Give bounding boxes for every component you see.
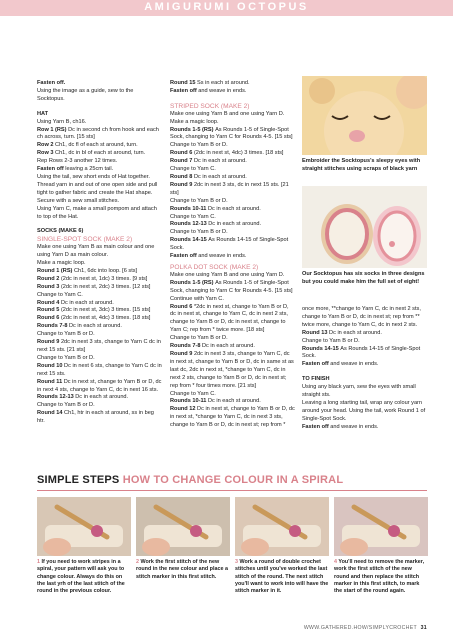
pattern-line	[170, 158, 295, 166]
pattern-line	[170, 280, 295, 304]
instruction-text: Dc in each st around.	[69, 323, 122, 330]
pattern-line	[302, 306, 427, 330]
instruction-text: once more, **change to Yarn C, dc in next 2 sts, change to Yarn B or D, dc in next st; rep from ** twice more, change to Yarn C, dc in next 2 sts.	[302, 306, 421, 328]
pattern-line	[170, 272, 295, 280]
pattern-line	[37, 410, 162, 426]
round-label: Fasten off	[302, 423, 331, 430]
pattern-line	[37, 284, 162, 292]
round-label: Fasten off	[37, 166, 66, 173]
pattern-line	[170, 182, 295, 198]
step-card	[136, 497, 230, 581]
instruction-text: *2dc in next st, change to Yarn B or D, dc in next st, change to Yarn C, dc in next 2 sts, change to Yarn B or D, dc in next st, change to Yarn C; rep from * twice more. [18 sts]	[170, 303, 289, 334]
pattern-line	[37, 206, 162, 222]
round-label: Fasten off	[170, 87, 199, 94]
header-bar	[0, 0, 453, 16]
round-label: Round 12	[170, 406, 198, 413]
step-card	[334, 497, 428, 595]
page-footer	[304, 625, 427, 631]
pattern-line	[37, 394, 162, 402]
instruction-text: As Rounds 1-5 of Single-Spot Sock, changing to Yarn C for Rounds 4-5. [15 sts]	[170, 126, 293, 141]
pattern-line	[37, 119, 162, 127]
instruction-text: Make a magic loop.	[170, 118, 219, 125]
instruction-text: STRIPED SOCK (MAKE 2)	[170, 102, 250, 110]
instruction-text: (2dc in next st, 4dc) 3 times. [18 sts]	[60, 315, 151, 322]
page-number: 31	[420, 625, 427, 631]
instruction-text: Change to Yarn B or D.	[170, 197, 228, 204]
step-number: 1	[37, 559, 40, 565]
pattern-line	[170, 80, 295, 88]
instruction-text: Ch1, dc fl of each st around, turn.	[55, 142, 138, 149]
step-description: If you need to work stripes in a spiral, your pattern will ask you to change colour. Always do this on the last yrh of the last stitch of the round in the previous colour.	[37, 559, 125, 595]
round-label: Rounds 10-11	[170, 398, 208, 405]
instruction-text: Change to Yarn C.	[170, 213, 216, 220]
column-1	[37, 80, 162, 426]
instruction-text: Leaving a long starting tail, wrap any colour yarn around your head. Using the tail, work Round 1 of Single-Spot Sock.	[302, 399, 426, 422]
instruction-text: Change to Yarn B or D.	[37, 402, 95, 409]
round-label: Round 14	[37, 410, 65, 417]
pattern-line	[37, 315, 162, 323]
instruction-text: As Rounds 1-5 of Single-Spot Sock, changing to Yarn C for Rounds 4-5. [15 sts] Continue with Yarn C.	[170, 279, 293, 302]
pattern-line	[37, 331, 162, 339]
heading	[37, 80, 162, 88]
round-label: Round 9	[170, 350, 194, 357]
pattern-line	[170, 335, 295, 343]
instruction-text: Dc in each st around.	[207, 205, 261, 212]
instruction-text: Make one using Yarn B and one using Yarn D.	[170, 110, 285, 117]
column-3	[302, 306, 427, 432]
sub-heading	[170, 264, 295, 272]
instruction-text: Dc in each st around.	[193, 173, 247, 180]
heading	[37, 111, 162, 119]
pattern-line	[302, 330, 427, 338]
pattern-line	[170, 214, 295, 222]
instruction-text: Make one using Yarn B as main colour and one using Yarn D as main colour.	[37, 244, 155, 259]
step-text	[235, 559, 329, 595]
pattern-line	[37, 307, 162, 315]
pattern-line	[37, 260, 162, 268]
instruction-text: SINGLE-SPOT SOCK (MAKE 2)	[37, 236, 133, 244]
round-label: Rounds 12-13	[170, 221, 209, 228]
round-label: Round 9	[170, 181, 194, 188]
heading	[302, 376, 427, 384]
heading	[37, 228, 162, 236]
pattern-line	[302, 346, 427, 362]
pattern-line	[37, 142, 162, 150]
instruction-text: Make a magic loop.	[37, 260, 86, 267]
round-label: Row 1 (RS)	[37, 126, 69, 133]
instruction-text: Change to Yarn C.	[170, 390, 216, 397]
round-label: Round 15	[170, 80, 198, 86]
pattern-line	[37, 276, 162, 284]
pattern-line	[170, 253, 295, 261]
column-2	[170, 80, 295, 261]
steps-subtitle: HOW TO CHANGE COLOUR IN A SPIRAL	[122, 474, 344, 486]
pattern-line	[37, 244, 162, 260]
step-photo	[235, 497, 329, 556]
pattern-line	[302, 384, 427, 400]
instruction-text: Dc in each st around.	[193, 158, 247, 165]
step-number: 3	[235, 559, 238, 565]
spacer	[37, 221, 162, 228]
pattern-line	[170, 221, 295, 229]
round-label: Rounds 1-5 (RS)	[170, 126, 216, 133]
step-card	[37, 497, 131, 595]
instruction-text: Change to Yarn C.	[170, 166, 216, 173]
pattern-line	[37, 323, 162, 331]
round-label: Round 3	[37, 283, 61, 290]
page-title: AMIGURUMI OCTOPUS	[144, 1, 309, 13]
instruction-text: POLKA DOT SOCK (MAKE 2)	[170, 264, 259, 271]
round-label: Round 6	[170, 303, 194, 310]
pattern-line	[170, 343, 295, 351]
step-photo	[334, 497, 428, 556]
round-label: Round 6	[170, 150, 194, 157]
pattern-line	[302, 400, 427, 424]
pattern-line	[37, 402, 162, 410]
instruction-text: Dc in next st, change to Yarn B or D, dc in next 4 sts, change to Yarn C, dc in next 16 sts.	[37, 378, 162, 393]
pattern-line	[37, 363, 162, 379]
pattern-line	[37, 127, 162, 143]
pattern-line	[37, 150, 162, 158]
pattern-line	[302, 361, 427, 369]
instruction-text: Change to Yarn B or D.	[37, 354, 95, 361]
step-text	[136, 559, 230, 581]
pattern-line	[170, 127, 295, 143]
round-label: Round 7	[170, 158, 194, 165]
instruction-text: and weave in ends.	[330, 361, 379, 368]
instruction-text: Dc in each st around.	[75, 394, 129, 401]
pattern-line	[170, 111, 295, 119]
pattern-line	[170, 398, 295, 406]
instruction-text: (2dc in next st, 3dc) 3 times. [15 sts]	[60, 307, 151, 314]
round-label: Round 4	[37, 299, 61, 306]
spacer	[170, 96, 295, 103]
pattern-line	[37, 88, 162, 104]
instruction-text: Change to Yarn B or D.	[302, 337, 360, 344]
pattern-line	[170, 150, 295, 158]
instruction-text: HAT	[37, 110, 49, 117]
round-label: Round 11	[37, 378, 64, 385]
pattern-line	[37, 292, 162, 300]
round-label: Rounds 1-5 (RS)	[170, 279, 216, 286]
instruction-text: Ch1, 6dc into loop. [6 sts]	[73, 267, 138, 274]
caption-eyes: Embroider the Socktopus's sleepy eyes with straight stitches using scraps of black yarn	[302, 158, 421, 172]
spacer	[37, 104, 162, 111]
pattern-line	[170, 304, 295, 336]
pattern-line	[170, 166, 295, 174]
pattern-line	[170, 391, 295, 399]
round-label: Round 8	[170, 173, 194, 180]
instruction-text: Dc in next st, change to Yarn B or D, dc in next st, *change to Yarn C, dc in next 3 sts, change to Yarn B or D, dc in next st; rep from *	[170, 406, 295, 429]
step-text	[334, 559, 428, 595]
instruction-text: Change to Yarn C.	[37, 291, 83, 298]
instruction-text: Using the image as a guide, sew to the Socktopus.	[37, 87, 134, 102]
instruction-text: Ch1, htr in each st around, ss in beg htr.	[37, 410, 154, 425]
round-label: Row 3	[37, 150, 56, 157]
round-label: Round 13	[302, 329, 330, 336]
pattern-line	[37, 158, 162, 166]
instruction-text: Using any black yarn, sew the eyes with small straight sts.	[302, 384, 416, 399]
instruction-text: Fasten off.	[37, 80, 66, 86]
round-label: Fasten off	[170, 253, 199, 260]
instruction-text: (2dc in next st, 4dc) 3 times. [18 sts]	[193, 150, 284, 157]
pattern-line	[170, 119, 295, 127]
step-card	[235, 497, 329, 595]
instruction-text: Ss in each st around.	[197, 80, 250, 86]
steps-heading	[37, 474, 427, 486]
round-label: Rounds 12-13	[37, 394, 76, 401]
pattern-line	[170, 142, 295, 150]
pattern-line	[170, 406, 295, 430]
instruction-text: TO FINISH	[302, 376, 330, 383]
instruction-text: leaving a 25cm tail.	[65, 166, 114, 173]
octopus-eyes-photo	[302, 76, 427, 155]
sub-heading	[37, 236, 162, 244]
instruction-text: As Rounds 14-15 of Single-Spot Sock.	[170, 237, 289, 252]
step-number: 4	[334, 559, 337, 565]
step-photo	[136, 497, 230, 556]
pattern-line	[170, 206, 295, 214]
pattern-line	[170, 198, 295, 206]
pattern-line	[37, 339, 162, 355]
round-label: Round 9	[37, 339, 61, 346]
round-label: Round 6	[37, 315, 61, 322]
step-description: You'll need to remove the marker, work the first stitch of the new round and then replace the stitch marker in this first stitch, to mark the start of the round again.	[334, 559, 425, 595]
instruction-text: As Rounds 14-15 of Single-Spot Sock.	[302, 345, 421, 360]
instruction-text: SOCKS (MAKE 6)	[37, 228, 84, 235]
instruction-text: and weave in ends.	[198, 253, 247, 260]
pattern-line	[37, 166, 162, 174]
pattern-line	[302, 338, 427, 346]
instruction-text: Make one using Yarn B and one using Yarn D.	[170, 271, 285, 278]
footer-url: WWW.GATHERED.HOW/SIMPLYCROCHET	[303, 625, 417, 631]
instruction-text: Dc in each st around.	[207, 398, 261, 405]
sub-heading	[170, 103, 295, 111]
instruction-text: Ch1, dc in bl of each st around, turn.	[55, 150, 146, 157]
instruction-text: 2dc in next 3 sts, dc in next 15 sts. [21 sts]	[170, 181, 289, 196]
step-description: Work the first stitch of the new round in the new colour and place a stitch marker in this first stitch.	[136, 559, 228, 580]
round-label: Row 2	[37, 142, 56, 149]
round-label: Fasten off	[302, 361, 331, 368]
pattern-line	[37, 355, 162, 363]
pattern-line	[37, 379, 162, 395]
instruction-text: (2dc in next st, 2dc) 3 times. [12 sts]	[60, 283, 151, 290]
round-label: Rounds 14-15	[170, 237, 209, 244]
instruction-text: Dc in next 6 sts, change to Yarn C dc in next 15 sts.	[37, 362, 162, 377]
column-2-lower	[170, 263, 295, 430]
instruction-text: Change to Yarn B or D.	[170, 335, 228, 342]
instruction-text: Dc in second ch from hook and each ch across, turn. [15 sts]	[37, 126, 159, 141]
step-description: Work a round of double crochet stitches until you've worked the last stitch of the round. The next stitch you'll want to work into will have the stitch marker in it.	[235, 559, 329, 595]
pattern-line	[170, 174, 295, 182]
round-label: Round 5	[37, 307, 61, 314]
instruction-text: Using Yarn B, ch16.	[37, 118, 87, 125]
round-label: Round 2	[37, 275, 61, 282]
instruction-text: Using Yarn C, make a small pompom and attach to top of the Hat.	[37, 205, 157, 220]
pattern-line	[170, 351, 295, 391]
instruction-text: Change to Yarn B or D.	[37, 331, 95, 338]
instruction-text: Dc in each st around.	[60, 299, 114, 306]
steps-title: SIMPLE STEPS	[37, 474, 120, 486]
socks-photo	[302, 186, 427, 268]
pattern-line	[170, 237, 295, 253]
round-label: Round 10	[37, 362, 65, 369]
instruction-text: 2dc in next 3 sts, change to Yarn C dc in next 15 sts. [21 sts]	[37, 339, 161, 353]
spacer	[302, 369, 427, 376]
instruction-text: Change to Yarn B or D.	[170, 142, 228, 149]
pattern-line	[170, 88, 295, 96]
round-label: Rounds 7-8	[170, 343, 203, 350]
step-number: 2	[136, 559, 139, 565]
step-text	[37, 559, 131, 595]
instruction-text: Dc in each st around.	[202, 343, 255, 350]
step-photo	[37, 497, 131, 556]
instruction-text: Rep Rows 2-3 another 12 times.	[37, 158, 118, 165]
round-label: Rounds 10-11	[170, 205, 208, 212]
pattern-line	[37, 300, 162, 308]
instruction-text: and weave in ends.	[198, 87, 247, 94]
pattern-line	[302, 424, 427, 432]
instruction-text: Using the tail, sew short ends of Hat together. Thread yarn in and out of one open side and pull tight to gather fabric and create the Hat shape. Secure with a sew small stitches.	[37, 173, 158, 204]
round-label: Rounds 14-15	[302, 345, 341, 352]
round-label: Round 1 (RS)	[37, 267, 74, 274]
pattern-line	[170, 229, 295, 237]
instruction-text: (2dc in next st, 1dc) 3 times. [9 sts]	[60, 275, 148, 282]
simple-steps-section	[37, 474, 427, 486]
instruction-text: Change to Yarn B or D.	[170, 229, 228, 236]
pattern-line	[37, 174, 162, 206]
instruction-text: Dc in each st around.	[208, 221, 262, 228]
divider	[37, 490, 427, 491]
instruction-text: and weave in ends.	[330, 423, 379, 430]
caption-socks: Our Socktopus has six socks in three designs but you could make him the full set of eight!	[302, 271, 425, 285]
instruction-text: Dc in each st around.	[329, 329, 382, 336]
round-label: Rounds 7-8	[37, 323, 70, 330]
instruction-text: 2dc in next 3 sts, change to Yarn C, dc in next st, change to Yarn B or D, dc in same st as last dc, 2dc in next st, *change to Yarn C, dc in next 2 sts, change to Yarn B or D, dc in next st; rep from * four times more. [21 sts]	[170, 350, 294, 389]
pattern-line	[37, 268, 162, 276]
